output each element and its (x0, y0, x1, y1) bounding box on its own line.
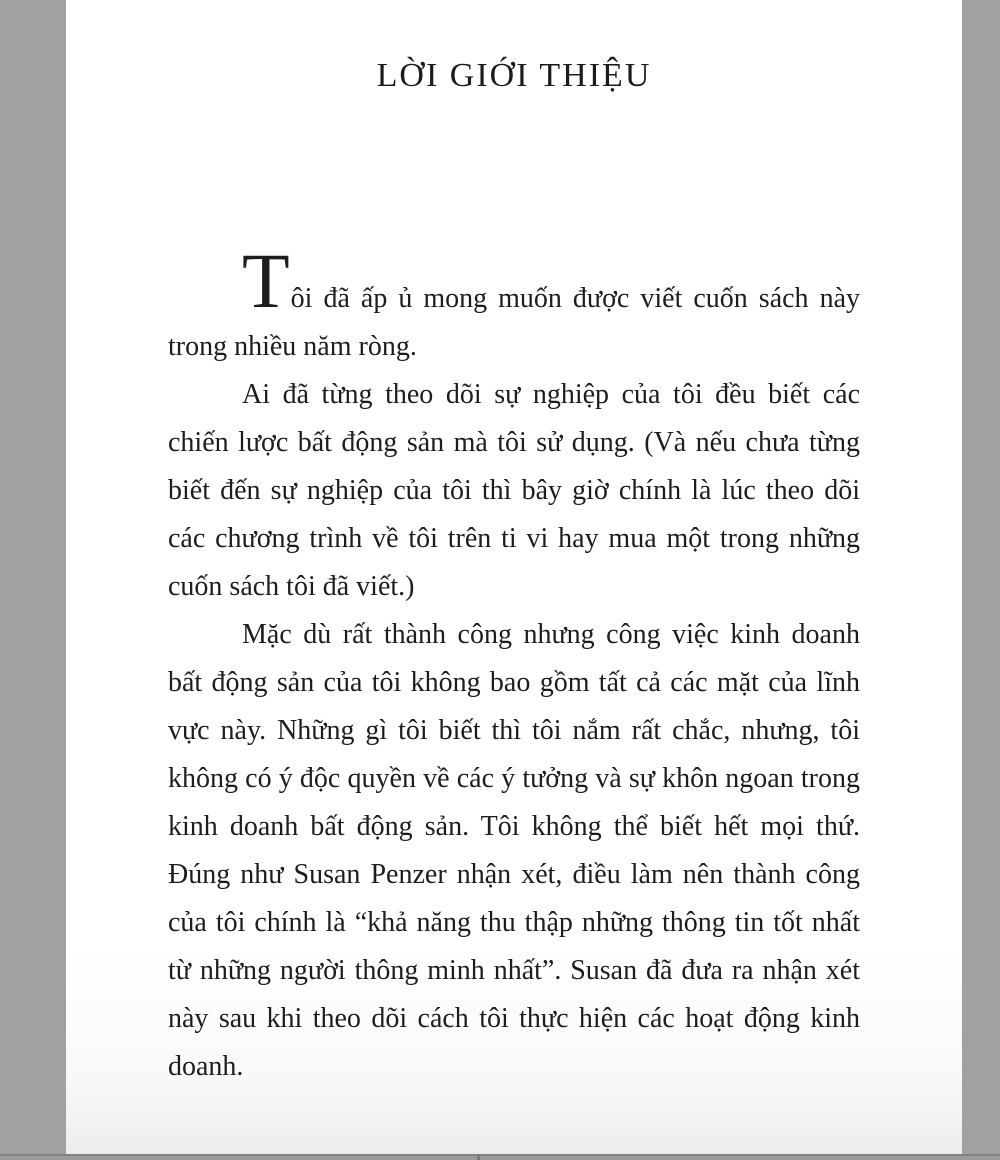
paragraph: Ai đã từng theo dõi sự nghiệp của tôi đều biết các chiến lược bất động sản mà tôi sử dụng. (Và nếu chưa từng biết đến sự nghiệp của tôi thì bây giờ chính là lúc theo dõi các chương trình về tôi trên ti vi hay mua một trong những cuốn sách tôi đã viết.) (168, 379, 860, 602)
opening-paragraph (168, 237, 860, 371)
opening-paragraph-text: ôi đã ấp ủ mong muốn được viết cuốn sách này trong nhiều năm ròng. (168, 283, 860, 362)
chapter-title: LỜI GIỚI THIỆU (376, 57, 652, 94)
scan-artifact-notch (477, 1154, 480, 1160)
page-bottom-edge (0, 1154, 1000, 1160)
initial-capital: T (242, 237, 291, 324)
book-page (66, 0, 962, 1154)
paragraph: Mặc dù rất thành công nhưng công việc kinh doanh bất động sản của tôi không bao gồm tất cả các mặt của lĩnh vực này. Những gì tôi biết thì tôi nắm rất chắc, nhưng, tôi không có ý độc quyền về các ý tưởng và sự khôn ngoan trong kinh doanh bất động sản. Tôi không thể biết hết mọi thứ. Đúng như Susan Penzer nhận xét, điều làm nên thành công của tôi chính là “khả năng thu thập những thông tin tốt nhất từ những người thông minh nhất”. Susan đã đưa ra nhận xét này sau khi theo dõi cách tôi thực hiện các hoạt động kinh doanh. (168, 619, 860, 1082)
chapter-body (168, 237, 860, 1091)
